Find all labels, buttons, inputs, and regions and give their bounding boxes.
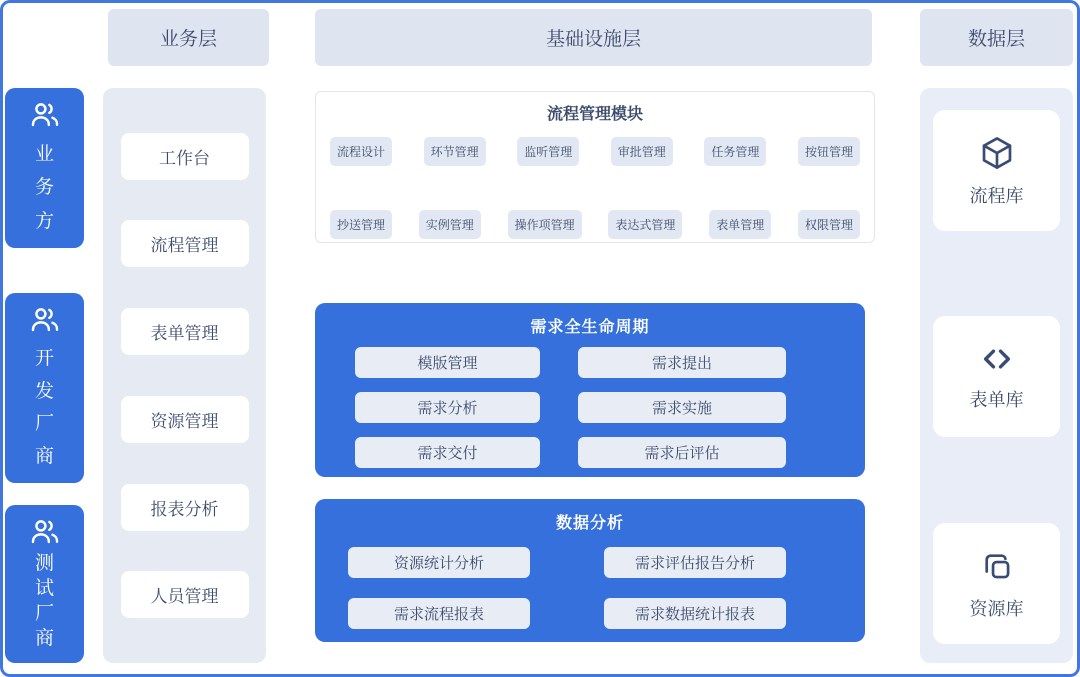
header-business-layer: 业务层 — [108, 9, 269, 66]
lifecycle-requirement-submission: 需求提出 — [578, 347, 786, 378]
module-resource-management: 资源管理 — [121, 396, 249, 443]
module-report-analysis: 报表分析 — [121, 484, 249, 531]
store-label: 资源库 — [969, 598, 1024, 619]
tag-cc-management: 抄送管理 — [330, 210, 392, 239]
actor-development-vendor — [5, 293, 84, 483]
tag-step-management: 环节管理 — [424, 137, 486, 166]
lifecycle-post-evaluation: 需求后评估 — [578, 437, 786, 468]
lifecycle-grid — [315, 347, 865, 468]
code-icon — [978, 342, 1016, 376]
data-layer-column — [920, 88, 1073, 663]
users-icon — [28, 518, 62, 548]
store-label: 流程库 — [969, 185, 1024, 206]
lifecycle-requirement-analysis: 需求分析 — [355, 392, 540, 423]
actor-label: 开发厂商 — [34, 348, 54, 468]
module-workbench: 工作台 — [121, 133, 249, 180]
analysis-evaluation-report: 需求评估报告分析 — [604, 547, 786, 578]
actor-testing-vendor — [5, 505, 84, 663]
tag-form-management: 表单管理 — [709, 210, 771, 239]
actor-label: 测试厂商 — [34, 553, 54, 650]
users-icon — [28, 306, 62, 336]
process-module-tag-row-1 — [316, 137, 874, 166]
store-form-library — [933, 316, 1060, 437]
analysis-resource-statistics: 资源统计分析 — [348, 547, 530, 578]
lifecycle-requirement-implementation: 需求实施 — [578, 392, 786, 423]
copy-icon — [978, 547, 1016, 585]
data-analysis-grid — [315, 547, 865, 629]
process-module-panel — [315, 91, 875, 243]
store-resource-library — [933, 523, 1060, 644]
module-personnel-management: 人员管理 — [121, 571, 249, 618]
cube-icon — [978, 134, 1016, 172]
tag-listener-management: 监听管理 — [517, 137, 579, 166]
store-process-library — [933, 110, 1060, 231]
tag-process-design: 流程设计 — [330, 137, 392, 166]
data-analysis-panel — [315, 499, 865, 642]
data-analysis-title: 数据分析 — [555, 515, 624, 532]
header-infrastructure-layer: 基础设施层 — [315, 9, 872, 66]
store-label: 表单库 — [969, 389, 1024, 410]
header-data-layer: 数据层 — [920, 9, 1073, 66]
tag-action-item-management: 操作项管理 — [508, 210, 582, 239]
process-module-tag-row-2 — [316, 210, 874, 239]
process-module-title: 流程管理模块 — [546, 106, 643, 123]
lifecycle-template-management: 模版管理 — [355, 347, 540, 378]
module-form-management: 表单管理 — [121, 308, 249, 355]
actor-label: 业务方 — [34, 144, 54, 232]
lifecycle-panel-title: 需求全生命周期 — [530, 319, 650, 336]
business-layer-column — [103, 88, 266, 663]
analysis-data-statistics-report: 需求数据统计报表 — [604, 598, 786, 629]
actor-business-owner — [5, 88, 84, 248]
lifecycle-requirement-delivery: 需求交付 — [355, 437, 540, 468]
tag-approval-management: 审批管理 — [611, 137, 673, 166]
analysis-process-report: 需求流程报表 — [348, 598, 530, 629]
module-process-management: 流程管理 — [121, 220, 249, 267]
tag-task-management: 任务管理 — [704, 137, 766, 166]
tag-permission-management: 权限管理 — [798, 210, 860, 239]
tag-instance-management: 实例管理 — [419, 210, 481, 239]
lifecycle-panel — [315, 303, 865, 477]
users-icon — [28, 101, 62, 131]
tag-expression-management: 表达式管理 — [608, 210, 682, 239]
tag-button-management: 按钮管理 — [798, 137, 860, 166]
